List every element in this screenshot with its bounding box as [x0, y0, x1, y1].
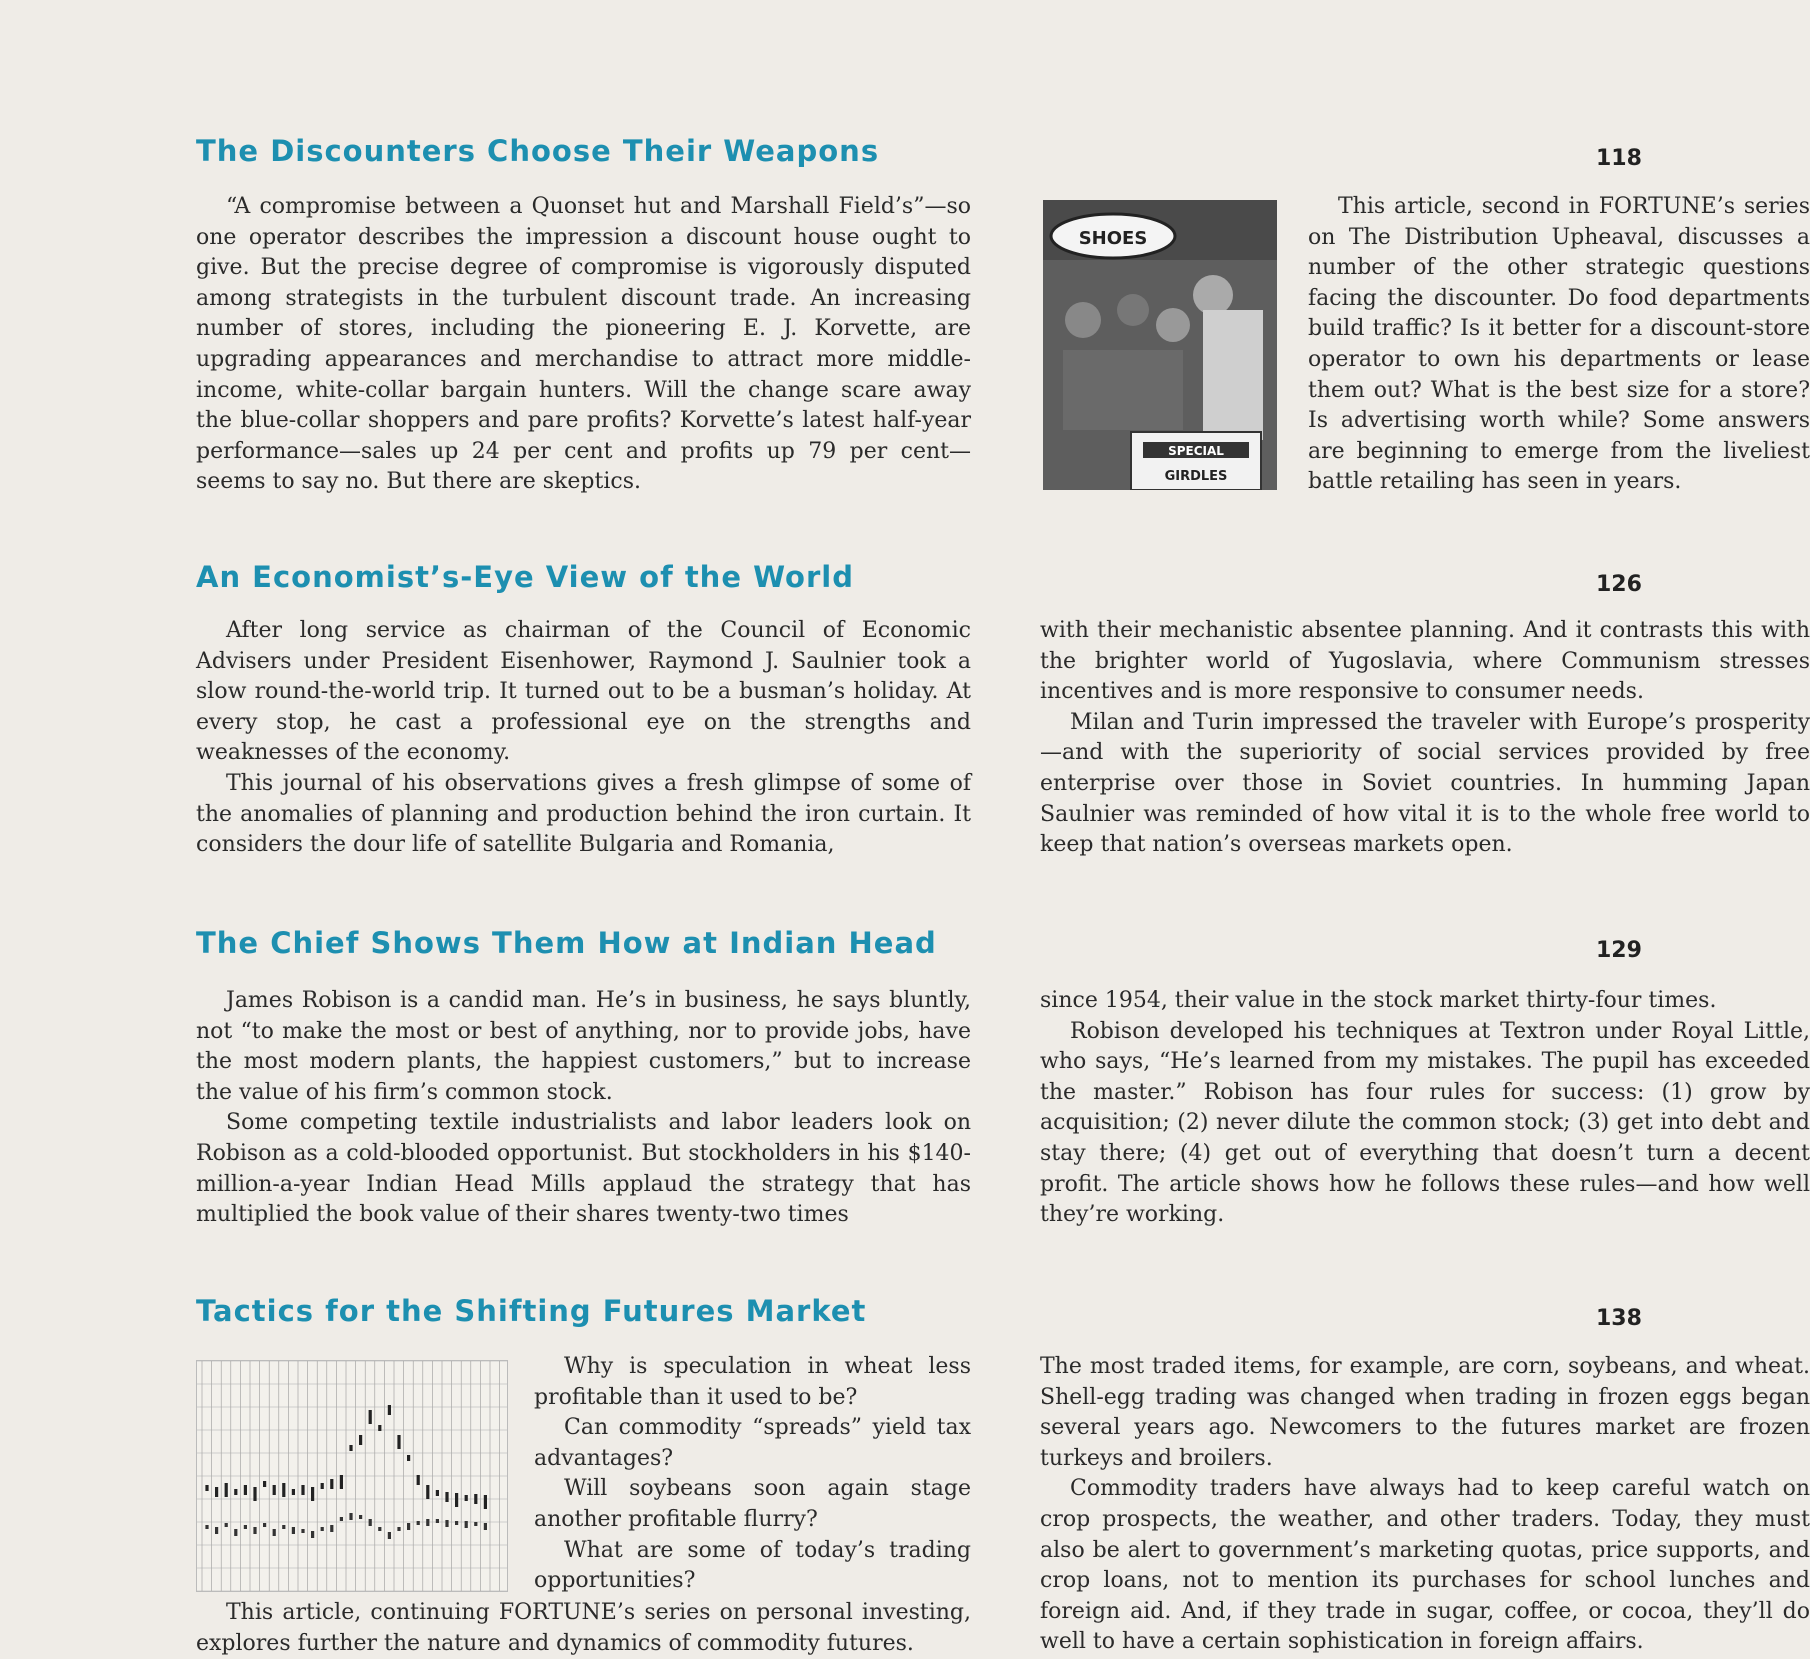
chart-bar-lower [417, 1521, 420, 1525]
store-photo-image [1043, 200, 1277, 490]
paragraph: Commodity traders have always had to keep careful watch on crop prospects, the weather, and other traders. Today, they must also be alert to government’s marketing quotas, price supports, and crop loans, not to mention its purchases for school lunches and foreign aid. And, if they trade in sugar, coffee, or cocoa, they’ll do well to have a certain sophistication in foreign affairs. [1040, 1476, 1810, 1655]
chart-bar-upper [359, 1435, 362, 1445]
chart-bar-upper [407, 1455, 410, 1461]
chart-bar-upper [369, 1410, 372, 1424]
chart-bar-upper [340, 1475, 343, 1489]
chart-bar-lower [455, 1521, 458, 1525]
article-summary-right [1040, 616, 1810, 861]
chart-bar-upper [292, 1489, 295, 1495]
paragraph: After long service as chairman of the Council of Economic Advisers under President Eisenhower, Raymond J. Saulnier took a slow round-the-world trip. It turned out to be a busman’s holiday. At every stop, he cast a professional eye on the strengths and weaknesses of the economy. [196, 618, 971, 766]
chart-bar-lower [321, 1527, 324, 1531]
paragraph: This article, second in FORTUNE’s series on The Distribution Upheaval, discusses a number of the other strategic questions facing the discounter. Do food departments build traffic? Is it better for a discount-store operator to own his departments or lease them out? What is the best size for a store? Is advertising worth while? Some answers are beginning to emerge from the liveliest battle retailing has seen in years. [1308, 194, 1810, 495]
chart-bar-lower [263, 1523, 266, 1527]
chart-bar-upper [465, 1495, 468, 1501]
article-title: Tactics for the Shifting Futures Market [196, 1294, 867, 1328]
chart-bar-upper [253, 1487, 256, 1501]
paragraph: Some competing textile industrialists and labor leaders look on Robison as a cold-blooded opportunist. But stockholders in his $140-million-a-year Indian Head Mills applaud the strategy that has multiplied the book value of their shares twenty-two times [196, 1110, 971, 1228]
chart-bar-upper [330, 1479, 333, 1489]
chart-bar-upper [484, 1495, 487, 1509]
chart-bar-upper [417, 1475, 420, 1485]
article-title: The Discounters Choose Their Weapons [196, 134, 880, 168]
chart-bar-upper [321, 1483, 324, 1489]
chart-bar-lower [445, 1520, 448, 1527]
article-indian-head [196, 926, 1810, 1256]
article-economist [196, 560, 1810, 890]
paragraph: This journal of his observations gives a fresh glimpse of some of the anomalies of planning and production behind the iron curtain. It considers the dour life of satellite Bulgaria and Romania, [196, 770, 971, 858]
chart-bar-lower [407, 1523, 410, 1530]
paragraph: This article, continuing FORTUNE’s series on personal investing, explores further the nature and dynamics of commodity futures. [196, 1600, 971, 1656]
article-summary-left [196, 192, 971, 498]
paragraph: since 1954, their value in the stock market thirty-four times. [1040, 988, 1717, 1013]
chart-bar-upper [445, 1492, 448, 1502]
question: Will soybeans soon again stage another profitable flurry? [534, 1476, 971, 1532]
article-questions [534, 1352, 971, 1597]
chart-bar-upper [378, 1425, 381, 1431]
paragraph: with their mechanistic absentee planning. And it contrasts this with the brighter world of Yugoslavia, where Communism stresses incentives and is more responsive to consumer needs. [1040, 618, 1810, 705]
special-sign: SPECIAL [1168, 444, 1224, 458]
chart-bar-lower [330, 1525, 333, 1532]
chart-bar-upper [273, 1485, 276, 1495]
paragraph: “A compromise between a Quonset hut and Marshall Field’s”—so one operator describes the impression a discount house ought to give. But the precise degree of compromise is vigorously disputed among strategists in the turbulent discount trade. An increasing number of stores, including the pioneering E. J. Korvette, are upgrading appearances and merchandise to attract more middle-income, white-collar bargain hunters. Will the change scare away the blue-collar shoppers and pare profits? Korvette’s latest half-year performance—sales up 24 per cent and profits up 79 per cent—seems to say no. But there are skeptics. [196, 194, 971, 495]
chart-bar-upper [388, 1405, 391, 1415]
chart-bar-upper [225, 1483, 228, 1497]
page-number: 129 [1596, 938, 1642, 963]
chart-bar-upper [426, 1485, 429, 1499]
chart-bar-upper [215, 1487, 218, 1497]
paragraph: Milan and Turin impressed the traveler with Europe’s prosperity—and with the superiority of social services provided by free enterprise over those in Soviet countries. In humming Japan Saulnier was reminded of how vital it is to the whole free world to keep that nation’s overseas markets open. [1040, 709, 1810, 858]
chart-bar-upper [301, 1485, 304, 1495]
chart-bar-lower [282, 1525, 285, 1529]
paragraph: The most traded items, for example, are corn, soybeans, and wheat. Shell-egg trading was changed when trading in frozen eggs began several years ago. Newcomers to the futures market are frozen turkeys and broilers. [1040, 1354, 1810, 1471]
chart-bar-lower [369, 1519, 372, 1526]
paragraph: Robison developed his techniques at Textron under Royal Little, who says, “He’s learned from my mistakes. The pupil has exceeded the master.” Robison has four rules for success: (1) grow by acquisition; (2) never dilute the common stock; (3) get into debt and stay there; (4) get out of everything that doesn’t turn a decent profit. The article shows how he follows these rules—and how well they’re working. [1040, 1018, 1810, 1228]
chart-bar-upper [455, 1493, 458, 1507]
question: Can commodity “spreads” yield tax advantages? [534, 1415, 971, 1471]
chart-bar-upper [244, 1485, 247, 1495]
girdles-sign: GIRDLES [1164, 469, 1228, 484]
chart-bar-lower [301, 1529, 304, 1533]
shoes-sign: SHOES [1078, 228, 1148, 249]
chart-bar-upper [205, 1485, 208, 1491]
article-summary-right [1308, 192, 1810, 498]
article-discounters [196, 134, 1810, 514]
chart-bar-upper [234, 1489, 237, 1495]
question: Why is speculation in wheat less profitable than it used to be? [534, 1354, 971, 1410]
chart-bar-lower [378, 1527, 381, 1531]
store-photo [1043, 200, 1277, 490]
article-summary-right [1040, 986, 1810, 1231]
chart-bar-upper [474, 1494, 477, 1504]
chart-bar-upper [311, 1487, 314, 1501]
chart-bar-lower [205, 1525, 208, 1529]
chart-bar-lower [244, 1525, 247, 1529]
chart-bar-upper [397, 1435, 400, 1449]
chart-bar-upper [282, 1483, 285, 1497]
article-summary-right [1040, 1352, 1810, 1658]
chart-bar-lower [340, 1517, 343, 1521]
chart-bar-lower [215, 1527, 218, 1534]
commodity-chart-graphic [197, 1361, 507, 1591]
chart-bar-lower [436, 1519, 439, 1523]
chart-bar-lower [474, 1522, 477, 1526]
chart-bar-upper [349, 1445, 352, 1451]
chart-bar-lower [225, 1523, 228, 1527]
chart-bar-upper [263, 1481, 266, 1487]
article-title: The Chief Shows Them How at Indian Head [196, 926, 937, 960]
chart-bar-lower [292, 1527, 295, 1534]
chart-bar-lower [349, 1513, 352, 1520]
question: What are some of today’s trading opportunities? [534, 1537, 971, 1594]
chart-bar-lower [311, 1531, 314, 1538]
chart-bar-lower [273, 1529, 276, 1536]
chart-bar-lower [397, 1527, 400, 1531]
chart-bar-upper [436, 1490, 439, 1496]
chart-bar-lower [484, 1523, 487, 1530]
chart-bar-lower [253, 1527, 256, 1534]
chart-bar-lower [234, 1529, 237, 1536]
article-summary-left [196, 616, 971, 861]
paragraph: James Robison is a candid man. He’s in business, he says bluntly, not “to make the most or best of anything, nor to provide jobs, have the most modern plants, the happiest customers,” but to increase the value of his firm’s common stock. [196, 988, 971, 1105]
page-number: 126 [1596, 572, 1642, 597]
article-summary-left [196, 986, 971, 1231]
article-futures [196, 1294, 1810, 1656]
page-number: 138 [1596, 1306, 1642, 1331]
article-title: An Economist’s-Eye View of the World [196, 560, 854, 594]
page-number: 118 [1596, 146, 1642, 171]
chart-bar-lower [465, 1521, 468, 1528]
chart-bar-lower [388, 1532, 391, 1539]
chart-bar-lower [359, 1515, 362, 1519]
commodity-price-chart [196, 1360, 508, 1592]
chart-bar-lower [426, 1519, 429, 1526]
